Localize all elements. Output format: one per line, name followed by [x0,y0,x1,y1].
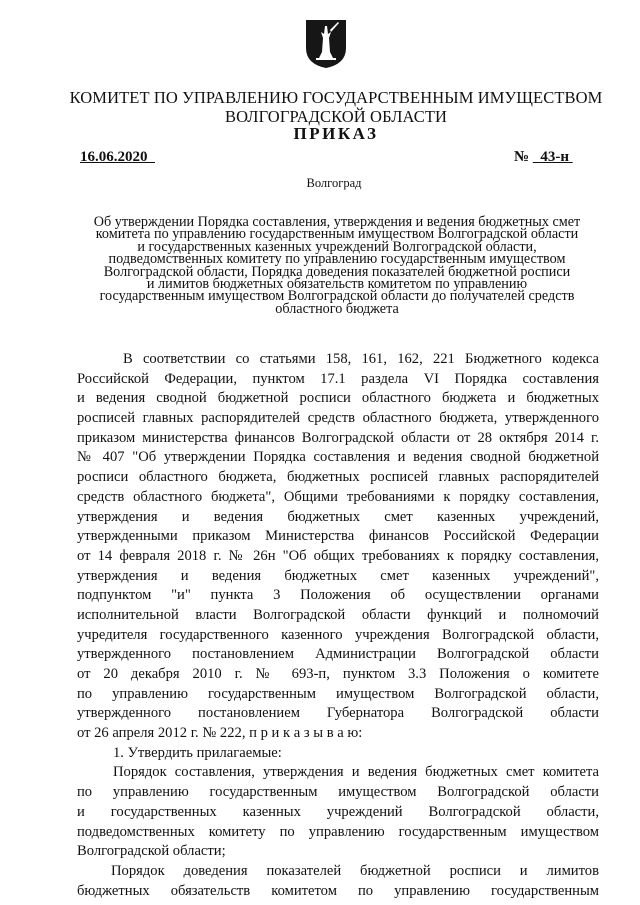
volgograd-emblem-icon [304,18,348,70]
body-line: подпунктом "и" пункта 3 Положения об осуществлении органами [77,587,599,604]
document-number: № 43-н [514,149,569,165]
body-line: подведомственных комитету по управлению государственным имуществом [77,823,599,840]
body-line: Порядок доведения показателей бюджетной росписи и лимитов [111,862,599,879]
title-line: и лимитов бюджетных обязательств комитетом по управлению [146,276,528,293]
title-line: государственным имуществом Волгоградской области до получателей средств [99,288,575,305]
body-line: № 407 "Об утверждении Порядка составления и ведения сводной бюджетной [77,449,599,466]
document-date: 16.06.2020 [80,149,148,165]
body-line: утверждения и ведения бюджетных смет казенных учреждений", [77,567,599,584]
body-line: учредителя государственного казенного учреждения Волгоградской области, [77,626,599,643]
title-line: Волгоградской области, Порядка доведения показателей бюджетной росписи [103,263,571,280]
body-line: и государственных казенных учреждений Волгоградской области, [77,803,599,820]
body-line: В соответствии со статьями 158, 161, 162, 221 Бюджетного кодекса [123,351,599,367]
document-type: ПРИКАЗ [293,124,379,143]
body-line: 1. Утвердить прилагаемые: [113,744,282,761]
body-line: и ведения сводной бюджетной росписи областного бюджета и бюджетных [77,390,599,407]
title-line: комитета по управлению государственным имуществом Волгоградской области [95,226,579,243]
body-line: от 20 декабря 2010 г. № 693-п, пунктом 3.3 Положения о комитете [77,666,599,682]
city: Волгоград [306,176,362,190]
body-line: от 26 апреля 2012 г. № 222, п р и к а з ы в а ю: [77,725,363,742]
body-line: по управлению государственным имуществом Волгоградской области [77,784,599,801]
body-line: утвержденными приказом Министерства финансов Российской Федерации [77,528,599,545]
document-body [77,350,599,901]
body-line: приказом министерства финансов Волгоградской области от 28 октября 2014 г. [77,429,599,446]
body-line: утверждения и ведения бюджетных смет казенных учреждений, [77,508,599,525]
organization-name-line1: КОМИТЕТ ПО УПРАВЛЕНИЮ ГОСУДАРСТВЕННЫМ ИМУЩЕСТВОМ [69,88,603,107]
body-line: исполнительной власти Волгоградской области функций и полномочий [77,606,599,623]
body-line: Российской Федерации, пунктом 17.1 раздела VI Порядка составления [77,370,599,387]
body-line: от 14 февраля 2018 г. № 26н "Об общих требованиях к порядку составления, [77,547,599,564]
body-line: утвержденного постановлением Губернатора Волгоградской области [77,705,599,722]
body-line: бюджетных обязательств комитетом по управлению государственным [77,882,599,899]
title-line: Об утверждении Порядка составления, утверждения и ведения бюджетных смет [93,214,581,230]
document-title [72,216,602,315]
body-line: утвержденного постановлением Администрации Волгоградской области [77,646,599,663]
body-line: Волгоградской области; [77,843,226,860]
body-line: средств областного бюджета", Общими требованиями к порядку составления, [77,488,599,505]
title-line: и государственных казенных учреждений Волгоградской области, [137,238,537,255]
body-line: росписи областного бюджета, бюджетных росписей главных распорядителей [77,469,599,486]
body-line: росписей главных распорядителей средств областного бюджета, утвержденного [77,410,599,427]
body-line: Порядок составления, утверждения и ведения бюджетных смет комитета [113,764,599,781]
body-line: по управлению государственным имуществом Волгоградской области, [77,685,599,702]
organization-name-line2: ВОЛГОГРАДСКОЙ ОБЛАСТИ [224,107,448,126]
title-line: подведомственных комитету по управлению государственным имуществом [108,251,566,268]
title-line: областного бюджета [275,300,399,317]
